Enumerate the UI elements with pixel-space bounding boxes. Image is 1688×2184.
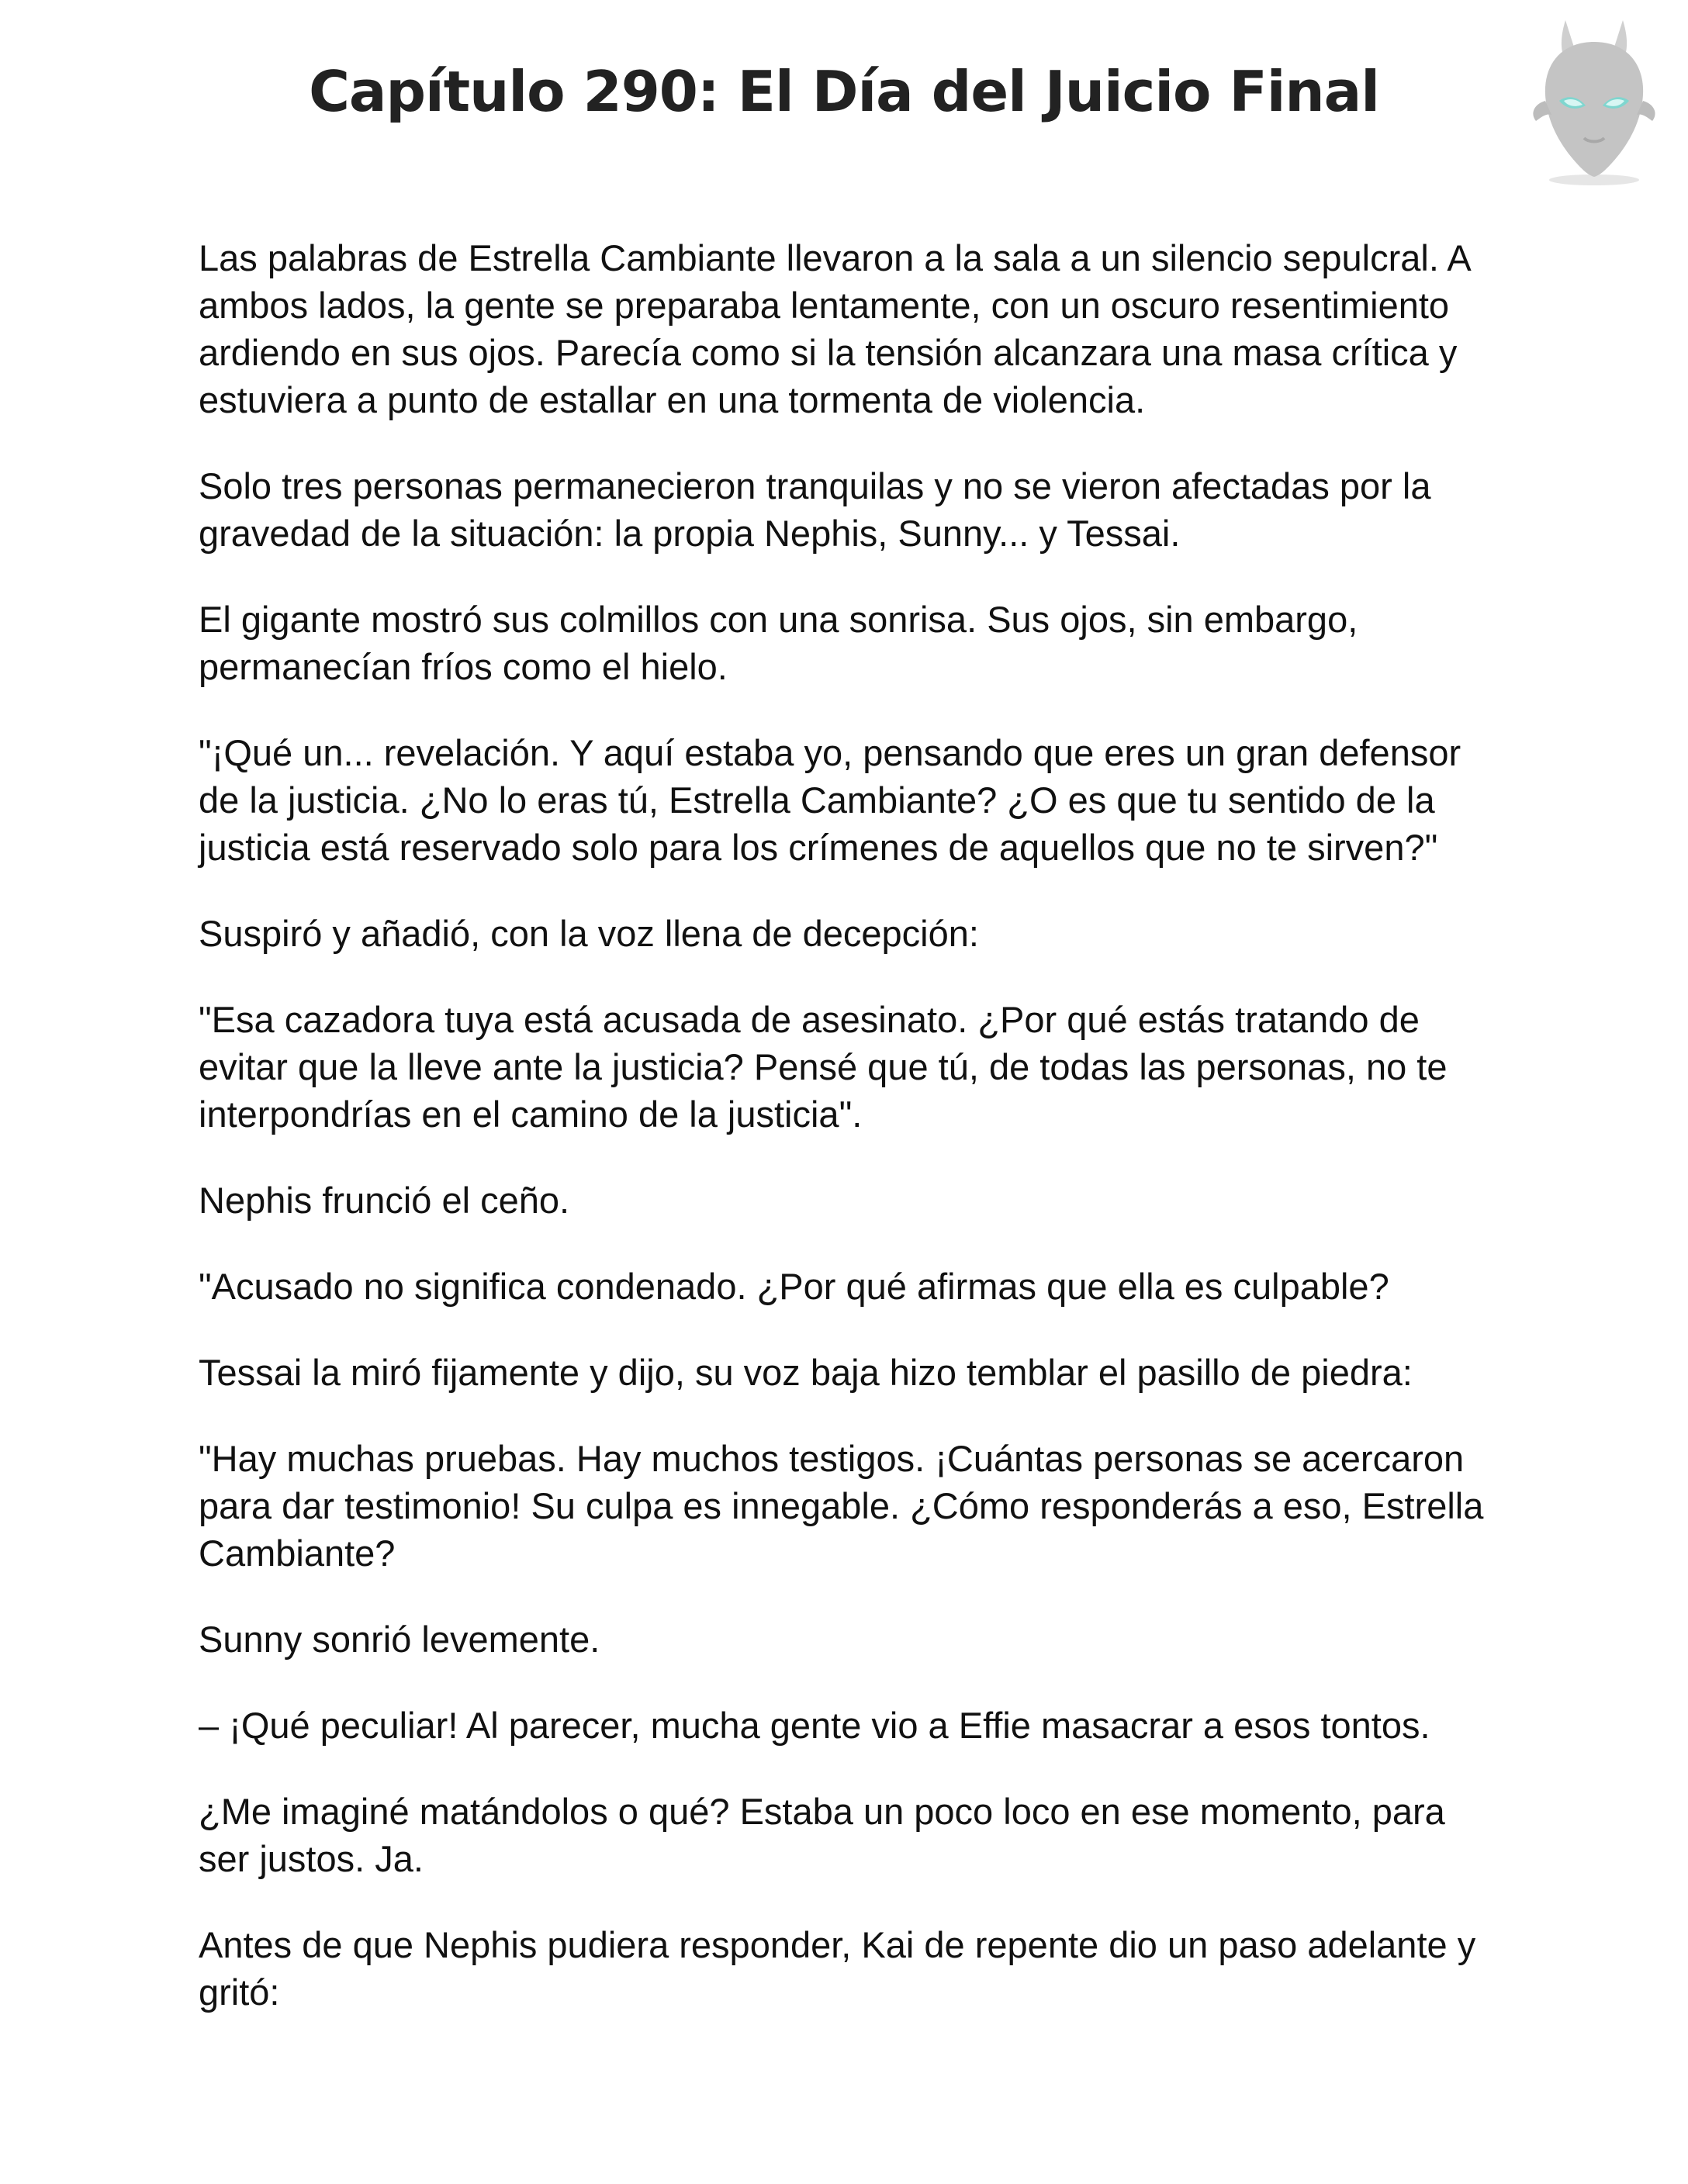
paragraph-8: "Acusado no significa condenado. ¿Por qué afirmas que ella es culpable?: [199, 1266, 1389, 1307]
paragraph-3: El gigante mostró sus colmillos con una sonrisa. Sus ojos, sin embargo, permanecían fríos como el hielo.: [199, 599, 1358, 687]
paragraph-2: Solo tres personas permanecieron tranquilas y no se vieron afectadas por la gravedad de la situación: la propia Nephis, Sunny... y Tessai.: [199, 465, 1431, 554]
chapter-body: [199, 234, 1505, 2054]
paragraph-11: Sunny sonrió levemente.: [199, 1619, 600, 1660]
paragraph-1: Las palabras de Estrella Cambiante llevaron a la sala a un silencio sepulcral. A ambos lados, la gente se preparaba lentamente, con un oscuro resentimiento ardiendo en sus ojos. Parecía como si la tensión alcanzara una masa crítica y estuviera a punto de estallar en una tormenta de violencia.: [199, 237, 1470, 420]
paragraph-10: "Hay muchas pruebas. Hay muchos testigos. ¡Cuántas personas se acercaron para dar testimonio! Su culpa es innegable. ¿Cómo responderás a eso, Estrella Cambiante?: [199, 1438, 1484, 1574]
paragraph-5: Suspiró y añadió, con la voz llena de decepción:: [199, 913, 979, 954]
paragraph-14: Antes de que Nephis pudiera responder, Kai de repente dio un paso adelante y gritó:: [199, 1924, 1476, 2013]
paragraph-9: Tessai la miró fijamente y dijo, su voz baja hizo temblar el pasillo de piedra:: [199, 1352, 1413, 1393]
chapter-title: Capítulo 290: El Día del Juicio Final: [309, 59, 1379, 124]
paragraph-12: – ¡Qué peculiar! Al parecer, mucha gente vio a Effie masacrar a esos tontos.: [199, 1705, 1430, 1746]
paragraph-4: "¡Qué un... revelación. Y aquí estaba yo, pensando que eres un gran defensor de la justicia. ¿No lo eras tú, Estrella Cambiante? ¿O es que tu sentido de la justicia está reservado solo para los crímenes de aquellos que no te sirven?": [199, 732, 1461, 868]
horned-demon-head-logo-icon: [1520, 14, 1668, 188]
paragraph-13: ¿Me imaginé matándolos o qué? Estaba un poco loco en ese momento, para ser justos. Ja.: [199, 1791, 1445, 1879]
paragraph-7: Nephis frunció el ceño.: [199, 1180, 570, 1221]
paragraph-6: "Esa cazadora tuya está acusada de asesinato. ¿Por qué estás tratando de evitar que la lleve ante la justicia? Pensé que tú, de todas las personas, no te interpondrías en el camino de la justicia".: [199, 999, 1448, 1135]
